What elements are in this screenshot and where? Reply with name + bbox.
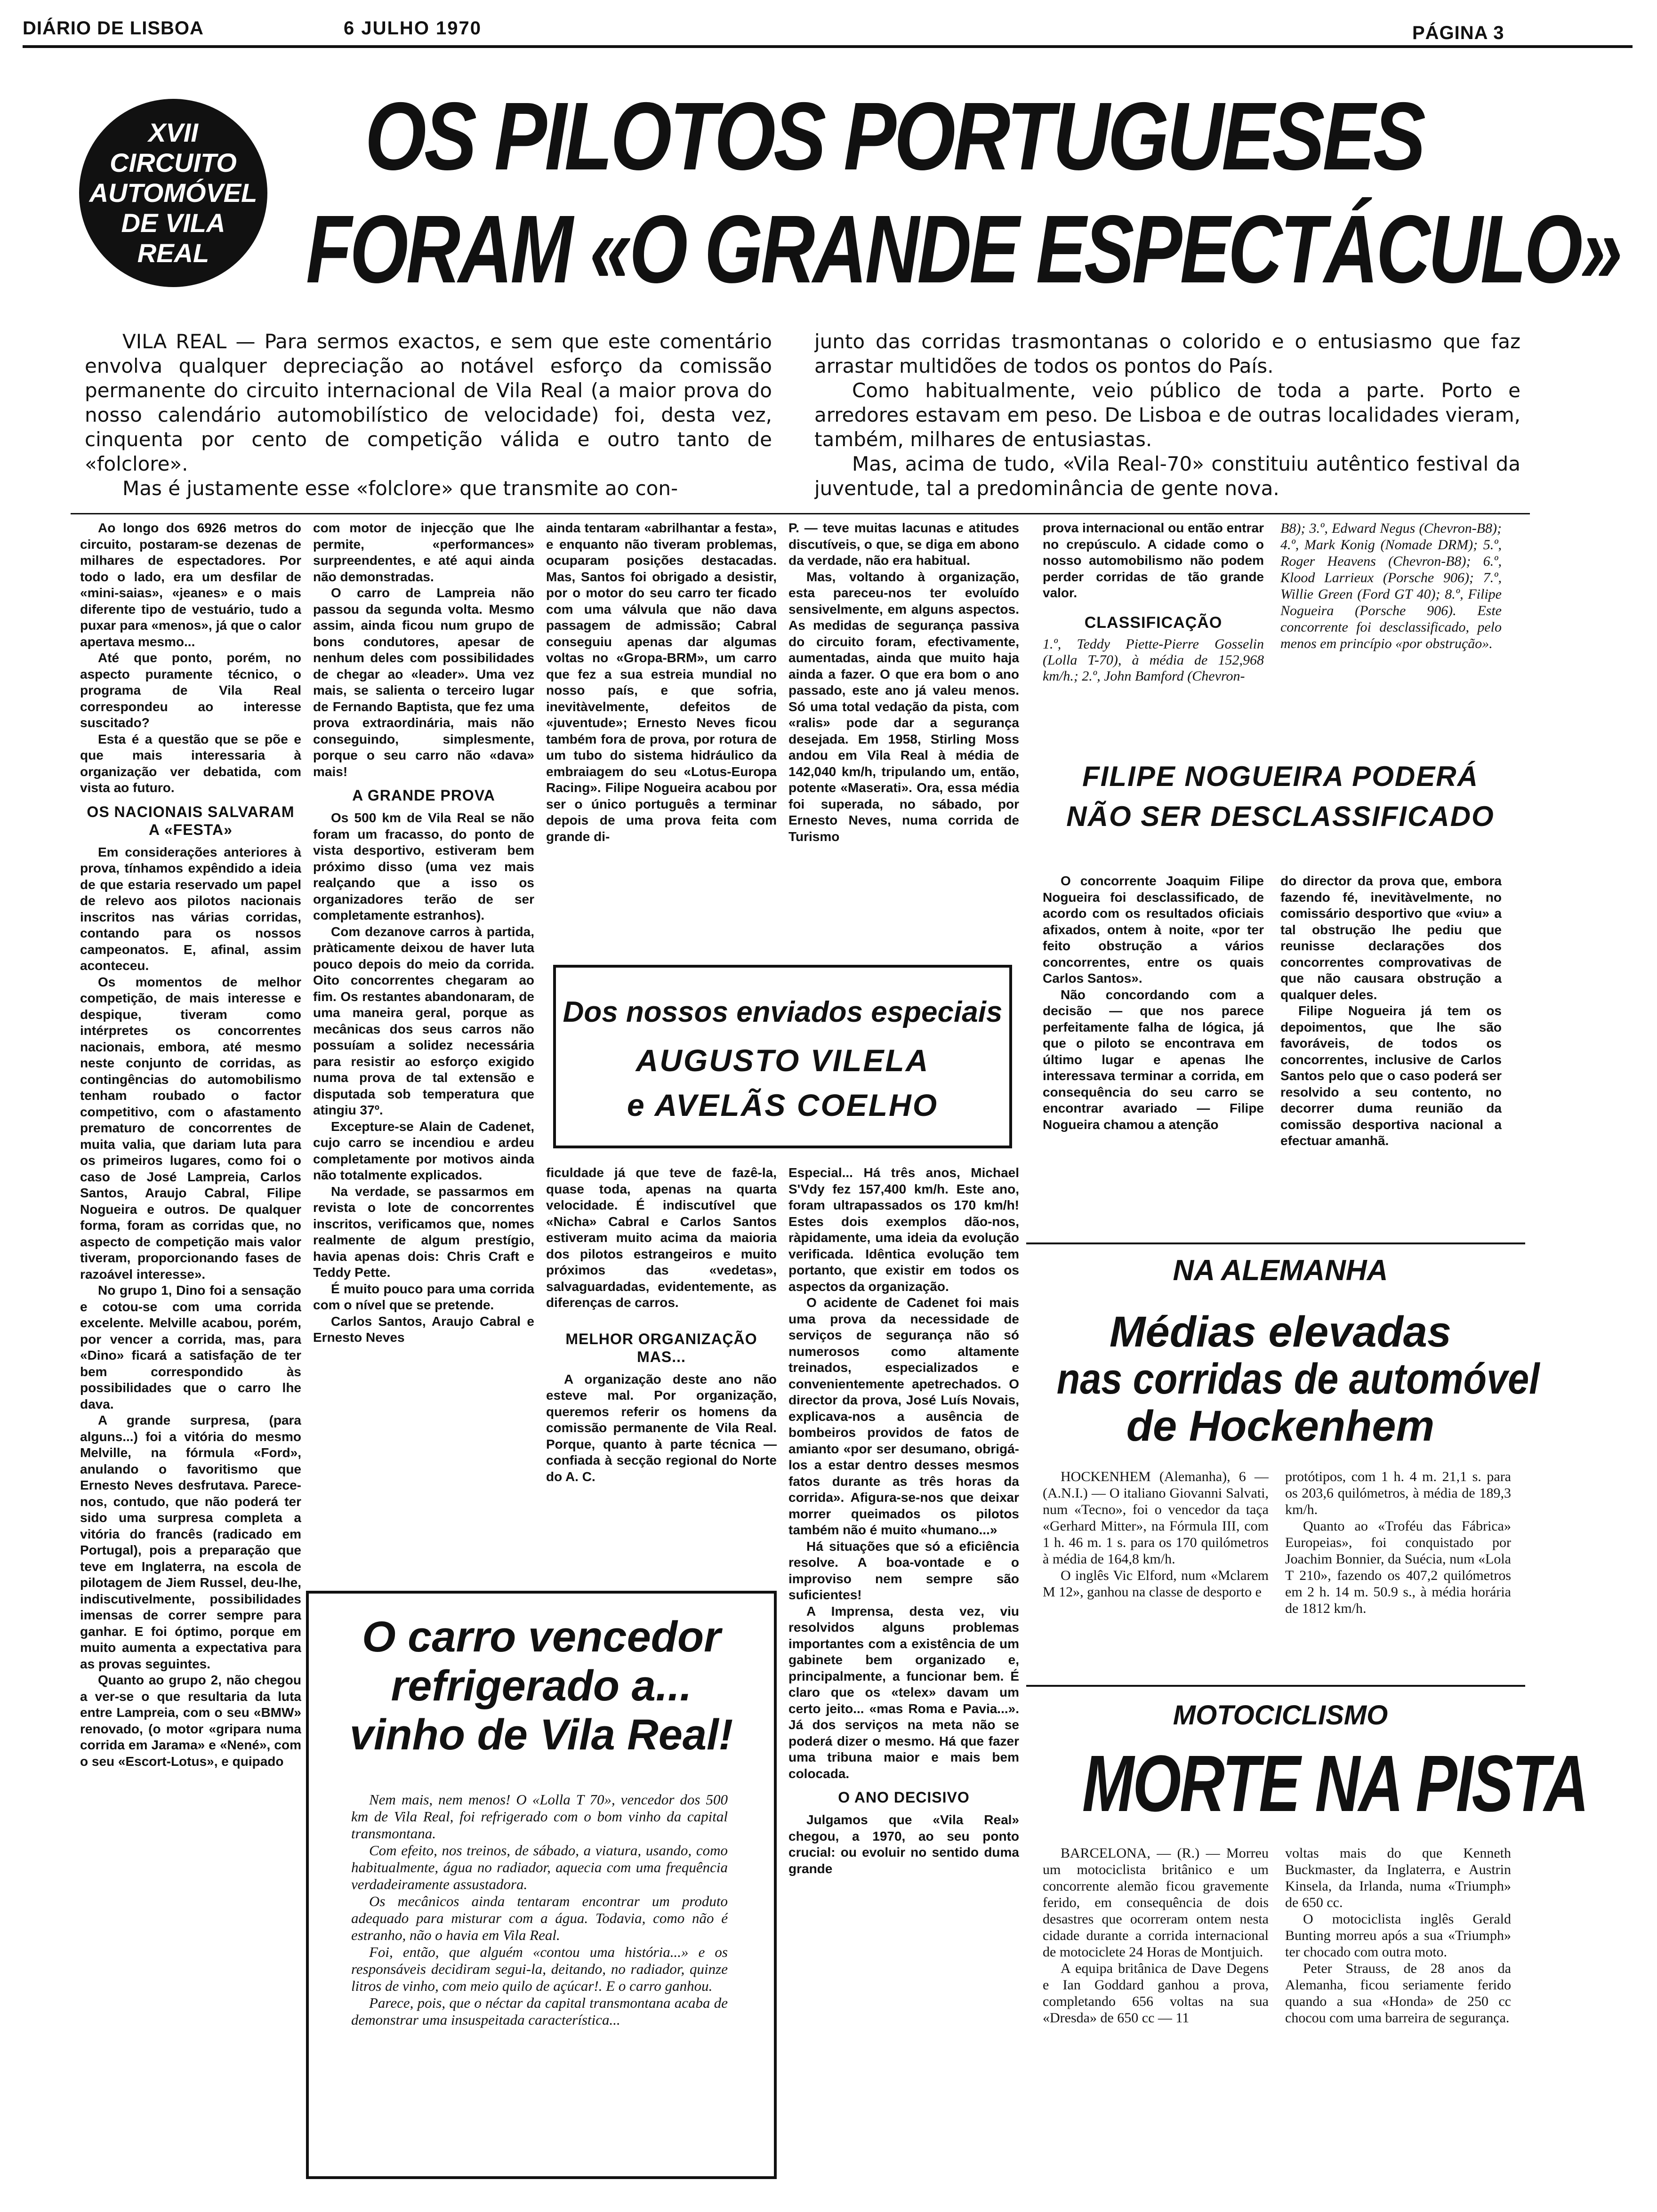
- body-para: P. — teve muitas lacunas e atitudes discutíveis, o que, se diga em abono da verdade, não era habitual.: [788, 521, 1019, 568]
- body-para: Mas, voltando à organização, esta pareceu-nos ter evoluído sensivelmente, em alguns aspectos. As medidas de segurança passiva do circuito foram, efectivamente, aumentadas, ainda que muito haja ainda a fazer. O que era bom o ano passado, este ano já valeu menos. Só uma total vedação da pista, com «ralis» pode dar a segurança desejada. Em 1958, Stirling Moss andou em Vila Real à média de 142,040 km/h, tripulando um, então, potente «Maserati». Ora, essa média foi superada, no sábado, por Ernesto Neves, numa corrida de Turismo: [788, 569, 1019, 844]
- nogueira-headline-2: NÃO SER DESCLASSIFICADO: [1066, 801, 1495, 832]
- body-para: HOCKENHEM (Alemanha), 6 — (A.N.I.) — O italiano Giovanni Salvati, num «Tecno», foi o vencedor da taça «Gerhard Mitter», na Fórmula III, com 1 h. 46 m. 1 s. para os 170 quilómetros à média de 164,8 km/h.: [1043, 1469, 1269, 1567]
- lead-left: [85, 329, 772, 508]
- alemanha-headline-1: Médias elevadas: [1109, 1308, 1452, 1356]
- body-para: Quanto ao «Troféu das Fábrica» Europeias», foi conquistado por Joachim Bonnier, da Suécia, num «Lola T 210», fazendo os 407,2 quilómetros em 2 h. 14 m. 50.9 s., à média horária de 1812 km/h.: [1285, 1518, 1511, 1616]
- masthead-date: 6 JULHO 1970: [344, 18, 482, 39]
- lead-para: Mas é justamente esse «folclore» que transmite ao con-: [122, 477, 678, 500]
- nogueira-left: [1043, 873, 1264, 1250]
- alemanha-headline-3: de Hockenhem: [1126, 1402, 1435, 1450]
- body-para: Em considerações anteriores à prova, tínhamos expêndido a ideia de que estaria reservado um papel de relevo aos pilotos nacionais inscritos nas várias corridas, contando para os nossos campeonatos. E, afinal, assim aconteceu.: [80, 844, 301, 973]
- column-2: [313, 520, 534, 1532]
- section-rule: [1026, 1685, 1525, 1687]
- body-para: Quanto ao grupo 2, não chegou a ver-se o que resultaria da luta entre Lampreia, com o seu «BMW» renovado, (o motor «gripara numa corrida em Jarama» e «Nené», com o seu «Escort-Lotus», e quipado: [80, 1673, 301, 1769]
- body-para: Os mecânicos ainda tentaram encontrar um produto adequado para misturar com a água. Todavia, como não é estranho, não o havia em Vila Real.: [351, 1893, 728, 1943]
- masthead-rule: [23, 45, 1633, 48]
- body-para: Ao longo dos 6926 metros do circuito, postaram-se dezenas de milhares de espectadores. Por todo o lado, era um desfilar de «mini-saias», «jeanes» e o mais diferente tipo de vestuário, tudo a puxar para «menos», já que o calor apertava mesmo...: [80, 521, 301, 649]
- alemanha-kicker: NA ALEMANHA: [1173, 1254, 1388, 1287]
- body-para: No grupo 1, Dino foi a sensação e cotou-se com uma corrida excelente. Melville acabou, porém, por vencer a corrida, mas, para «Dino» ficará a satisfação de ter bem correspondido às possibilidades que o carro lhe dava.: [80, 1283, 301, 1411]
- classification-text: B8); 3.º, Edward Negus (Chevron-B8); 4.º, Mark Konig (Nomade DRM); 5.º, Roger Heavens (Chevron-B8); 6.º, Klood Larrieux (Porsche 906); 7.º, Willie Green (Ford GT 40); 8.º, Filipe Nogueira (Porsche 906). Este concorrente foi desclassificado, pelo menos em princípio «por obstrução».: [1280, 521, 1502, 651]
- column-3-top: [546, 520, 777, 953]
- alemanha-left: [1043, 1468, 1269, 1704]
- body-para: A grande surpresa, (para alguns...) foi a vitória do mesmo Melville, na fórmula «Ford», anulando o favoritismo que Ernesto Neves desfrutava. Parece-nos, contudo, que não poderá ter sido uma surpresa completa a vitória do francês (radicado em Portugal), pois a preparação que teve em Inglaterra, na escola de pilotagem de Jiem Russel, deu-lhe, indiscutivelmente, possibilidades imensas de correr sempre para ganhar. E foi óptimo, porque em muito aumenta a expectativa para as provas seguintes.: [80, 1413, 301, 1671]
- nogueira-right: [1280, 873, 1502, 1250]
- envoys-box: [553, 965, 1012, 1148]
- badge-line: REAL: [137, 238, 209, 268]
- body-para: Excepture-se Alain de Cadenet, cujo carro se incendiou e ardeu completamente por motivos ainda não totalmente explicados.: [313, 1119, 534, 1182]
- body-para: Julgamos que «Vila Real» chegou, a 1970, ao seu ponto crucial: ou evoluir no sentido duma grande: [788, 1812, 1019, 1876]
- badge-line: XVII: [148, 118, 198, 147]
- envoys-line-2: AUGUSTO VILELA: [635, 1043, 930, 1078]
- column-5-top: [1043, 520, 1264, 746]
- badge-line: DE VILA: [121, 208, 225, 238]
- circuit-badge: [79, 99, 267, 287]
- body-para: É muito pouco para uma corrida com o nível que se pretende.: [313, 1281, 534, 1312]
- body-para: O motociclista inglês Gerald Bunting morreu após a sua «Triumph» ter chocado com outra moto.: [1285, 1911, 1511, 1960]
- lead-para: Como habitualmente, veio público de toda a parte. Porto e arredores estavam em peso. De Lisboa e de outras localidades vieram, também, milhares de entusiastas.: [814, 379, 1520, 451]
- body-para: A equipa britânica de Dave Degens e Ian Goddard ganhou a prova, completando 656 voltas na sua «Dresda» de 650 cc — 11: [1043, 1961, 1269, 2026]
- vinho-body: [351, 1791, 728, 2168]
- body-para: Até que ponto, porém, no aspecto puramente técnico, o programa de Vila Real correspondeu ao interesse suscitado?: [80, 650, 301, 730]
- body-para: Carlos Santos, Araujo Cabral e Ernesto Neves: [313, 1314, 534, 1345]
- lead-right: [814, 329, 1520, 518]
- column-3-bottom: [546, 1165, 777, 1579]
- body-para: O carro de Lampreia não passou da segunda volta. Mesmo assim, ainda ficou num grupo de bons condutores, apesar de nenhum deles com possibilidades de chegar ao «leader». Uma vez mais, se salienta o terceiro lugar de Fernando Baptista, que fez uma prova extraordinária, mais não conseguindo, simplesmente, porque o seu carro não «dava» mais!: [313, 585, 534, 779]
- column-1: [80, 520, 301, 2200]
- body-para: ainda tentaram «abrilhantar a festa», e enquanto não tiveram problemas, ocuparam posições destacadas. Mas, Santos foi obrigado a desistir, por o motor do seu carro ter ficado com uma válvula que não dava passagem de admissão; Cabral conseguiu apenas dar algumas voltas no «Gropa-BRM», um carro que fez a sua estreia mundial no nosso país, e que sofria, inevitàvelmente, defeitos de «juventude»; Ernesto Neves ficou também fora de prova, por rotura de um tubo do sistema hidráulico da embraiagem do seu «Lotus-Europa Racing». Filipe Nogueira acabou por ser o único português a terminar depois de uma prova feita com grande di-: [546, 521, 777, 844]
- alemanha-headline-2: nas corridas de automóvel: [1056, 1355, 1540, 1403]
- body-para: Foi, então, que alguém «contou uma história...» e os responsáveis decidiram segui-la, deitando, no radiador, quinze litros de vinho, com meio quilo de açúcar!. E o carro ganhou.: [351, 1944, 728, 1994]
- body-para: Os momentos de melhor competição, de mais interesse e despique, tiveram como intérpretes os concorrentes nacionais, embora, até mesmo neste conjunto de corridas, as contingências do automobilismo tenham roubado o factor competitivo, com o afastamento prematuro de concorrentes de muita valia, que dariam luta para os primeiros lugares, como foi o caso de José Lampreia, Carlos Santos, Araujo Cabral, Filipe Nogueira e outros. De qualquer forma, foram as corridas que, no aspecto de competição mais valor tiveram, proporcionando fases de razoável interesse».: [80, 974, 301, 1282]
- body-para: Parece, pois, que o néctar da capital transmontana acaba de demonstrar uma insuspeitada característica...: [351, 1995, 728, 2028]
- body-para: Na verdade, se passarmos em revista o lote de concorrentes inscritos, verificamos que, nomes realmente de algum prestígio, havia apenas dois: Chris Craft e Teddy Pette.: [313, 1184, 534, 1280]
- moto-left: [1043, 1845, 1269, 2203]
- subhead-organizacao: MELHOR ORGANIZAÇÃO MAS...: [565, 1330, 757, 1365]
- lead-para: VILA REAL — Para sermos exactos, e sem que este comentário envolva qualquer depreciação ao notável esforço da comissão permanente do circuito internacional de Vila Real (a maior prova do nosso calendário automobilístico de velocidade) foi, desta vez, cinquenta por cento de competição válida e outro tanto de «folclore».: [85, 330, 772, 475]
- column-6-top: [1280, 520, 1502, 746]
- vinho-headline: [309, 1612, 774, 1759]
- body-para: Há situações que só a eficiência resolve. A boa-vontade e o improviso nem sempre são suficientes!: [788, 1539, 1019, 1602]
- nogueira-headline-1: FILIPE NOGUEIRA PODERÁ: [1082, 761, 1479, 792]
- body-para: Nem mais, nem menos! O «Lolla T 70», vencedor dos 500 km de Vila Real, foi refrigerado com o bom vinho da capital transmontana.: [351, 1791, 728, 1842]
- section-rule: [1026, 1242, 1525, 1244]
- alemanha-right: [1285, 1468, 1511, 1704]
- badge-line: AUTOMÓVEL: [89, 178, 257, 208]
- masthead-page: PÁGINA 3: [1412, 23, 1504, 43]
- column-4-bottom: [788, 1165, 1019, 2200]
- body-para: Filipe Nogueira já tem os depoimentos, que lhe são favoráveis, de todos os concorrentes, inclusive de Carlos Santos pelo que o caso poderá ser resolvido a seu contento, no decorrer duma reunião da comissão desportiva nacional a efectuar amanhã.: [1280, 1003, 1502, 1148]
- body-para: A Imprensa, desta vez, viu resolvidos alguns problemas importantes com a existência de um gabinete bem organizado e, principalmente, a funcionar bem. É claro que os «telex» davam um certo jeito... «mas Roma e Pavia...». Já dos serviços na meta não se poderá dizer o mesmo. Há que fazer uma tribuna maior e mais bem colocada.: [788, 1603, 1019, 1781]
- moto-headline: MORTE NA PISTA: [1082, 1739, 1588, 1828]
- body-para: BARCELONA, — (R.) — Morreu um motociclista britânico e um concorrente alemão ficou gravemente ferido, em consequência de dois desastres que ocorreram ontem nesta cidade durante a corrida internacional de motociclete 24 Horas de Montjuich.: [1043, 1845, 1269, 1960]
- body-para: Esta é a questão que se põe e que mais interessaria à organização ver debatida, com vista ao futuro.: [80, 731, 301, 795]
- masthead: [0, 0, 1657, 47]
- envoys-line-1: Dos nossos enviados especiais: [563, 996, 1003, 1028]
- classification-heading: CLASSIFICAÇÃO: [1084, 613, 1223, 632]
- moto-kicker: MOTOCICLISMO: [1173, 1700, 1388, 1731]
- vinho-box: [306, 1591, 777, 2179]
- body-para: Com dezanove carros à partida, pràticamente deixou de haver luta pouco depois do meio da corrida. Oito concorrentes chegaram ao fim. Os restantes abandonaram, de uma maneira geral, porque as mecânicas dos seus carros não possuíam a solidez necessária para resistir ao esforço exigido numa prova de tal extensão e disputada sob temperatura que atingiu 37º.: [313, 924, 534, 1117]
- body-para: Os 500 km de Vila Real se não foram um fracasso, do ponto de vista desportivo, estiveram bem próximo disso (uma vez mais realçando que a isso os organizadores terão de ser completamente estranhos).: [313, 810, 534, 922]
- body-para: prova internacional ou então entrar no crepúsculo. A cidade como o nosso automobilismo não podem perder corridas de tão grande valor.: [1043, 521, 1264, 600]
- headline-line-2: FORAM «O GRANDE ESPECTÁCULO»: [306, 195, 1620, 303]
- subhead-grande-prova: A GRANDE PROVA: [352, 787, 495, 804]
- body-para: O acidente de Cadenet foi mais uma prova da necessidade de serviços de segurança não só numerosos como altamente treinados, especializados e convenientemente apetrechados. O director da prova, José Luís Novais, explicava-nos a ausência de bombeiros providos de fatos de amianto «por ser desumano, obrigá-los a estar dentro desses mesmos fatos durante as três horas da corrida». Afigura-se-nos que deixar morrer queimados os pilotos também não é muito «humano...»: [788, 1295, 1019, 1537]
- body-para: Peter Strauss, de 28 anos da Alemanha, ficou seriamente ferido quando a sua «Honda» de 250 cc chocou com uma barreira de segurança.: [1285, 1961, 1511, 2026]
- main-headline: [306, 82, 1624, 311]
- lead-rule: [71, 513, 1530, 514]
- vinho-headline-2: refrigerado a...: [391, 1662, 692, 1710]
- body-para: O inglês Vic Elford, num «Mclarem M 12», ganhou na classe de desporto e: [1043, 1568, 1269, 1600]
- body-para: protótipos, com 1 h. 4 m. 21,1 s. para os 203,6 quilómetros, à média de 189,3 km/h.: [1285, 1469, 1511, 1517]
- alemanha-headline: [1026, 1308, 1540, 1450]
- masthead-paper: DIÁRIO DE LISBOA: [23, 18, 204, 39]
- classification-text: 1.º, Teddy Piette-Pierre Gosselin (Lolla T-70), à média de 152,968 km/h.; 2.º, John Bamford (Chevron-: [1043, 636, 1264, 684]
- body-para: O concorrente Joaquim Filipe Nogueira foi desclassificado, de acordo com os resultados oficiais afixados, ontem à noite, «por ter feito obstrução a vários concorrentes, entre os quais Carlos Santos».: [1043, 874, 1264, 986]
- body-para: do director da prova que, embora fazendo fé, inevitàvelmente, no comissário desportivo que «viu» a tal obstrução lhe pediu que reunisse declarações dos concorrentes comprovativas de que não causara obstrução a qualquer deles.: [1280, 874, 1502, 1002]
- column-4-top: [788, 520, 1019, 953]
- body-para: voltas mais do que Kenneth Buckmaster, da Inglaterra, e Austrin Kinsela, da Irlanda, numa «Triumph» de 650 cc.: [1285, 1845, 1511, 1910]
- moto-right: [1285, 1845, 1511, 2203]
- envoys-line-3: e AVELÃS COELHO: [627, 1088, 939, 1122]
- vinho-headline-3: vinho de Vila Real!: [349, 1711, 733, 1759]
- subhead-ano-decisivo: O ANO DECISIVO: [838, 1789, 970, 1806]
- body-para: Especial... Há três anos, Michael S'Vdy fez 157,400 km/h. Este ano, foram ultrapassados os 170 km/h! Estes dois exemplos dão-nos, ràpidamente, uma ideia da evolução verificada. Idêntica evolução tem portanto, que existir em todos os aspectos da organização.: [788, 1165, 1019, 1294]
- badge-line: CIRCUITO: [110, 148, 237, 177]
- subhead-nacionais: OS NACIONAIS SALVARAM A «FESTA»: [87, 803, 295, 838]
- body-para: A organização deste ano não esteve mal. Por organização, queremos referir os homens da comissão permanente de Vila Real. Porque, quanto à parte técnica — confiada à secção regional do Norte do A. C.: [546, 1371, 777, 1484]
- lead-para: junto das corridas trasmontanas o colorido e o entusiasmo que faz arrastar multidões de todos os pontos do País.: [814, 330, 1520, 377]
- body-para: Não concordando com a decisão — que nos parece perfeitamente falha de lógica, já que o piloto se encontrava em último lugar e apenas lhe interessava terminar a corrida, em consequência do seu carro se encontrar avariado — Filipe Nogueira chamou a atenção: [1043, 987, 1264, 1132]
- nogueira-headline: [1026, 758, 1535, 847]
- lead-para: Mas, acima de tudo, «Vila Real-70» constituiu autêntico festival da juventude, tal a predominância de gente nova.: [814, 452, 1520, 500]
- headline-line-1: OS PILOTOS PORTUGUESES: [365, 82, 1424, 190]
- body-para: ficuldade já que teve de fazê-la, quase toda, apenas na quarta velocidade. É indiscutível que «Nicha» Cabral e Carlos Santos estiveram muito acima da maioria dos pilotos estrangeiros e muito próximos das «vedetas», salvaguardadas, evidentemente, as diferenças de carros.: [546, 1165, 777, 1310]
- vinho-headline-1: O carro vencedor: [362, 1613, 721, 1661]
- body-para: Com efeito, nos treinos, de sábado, a viatura, usando, como habitualmente, água no radiador, aquecia com uma frequência verdadeiramente assustadora.: [351, 1842, 728, 1892]
- body-para: com motor de injecção que lhe permite, «performances» surpreendentes, e até aqui ainda não demonstradas.: [313, 521, 534, 584]
